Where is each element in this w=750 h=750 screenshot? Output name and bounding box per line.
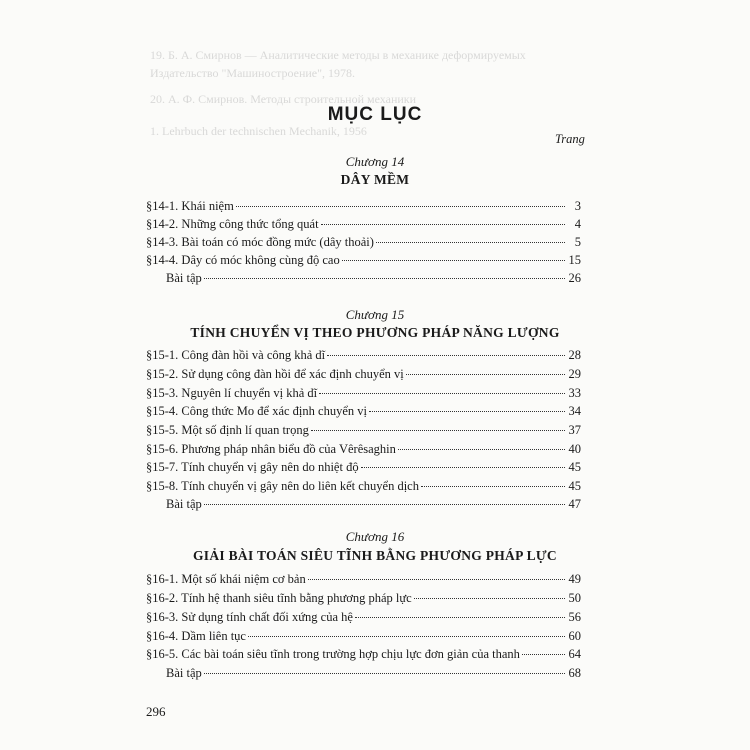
page-column-label: Trang [555, 132, 585, 146]
dot-leader [204, 673, 565, 674]
toc-entry-label: §15-8. Tính chuyển vị gây nên do liên kết chuyển dịch [146, 479, 419, 493]
dot-leader [248, 636, 565, 637]
dot-leader [376, 242, 565, 243]
toc-entry-page: 26 [568, 271, 581, 285]
dot-leader [327, 355, 565, 356]
toc-entry[interactable] [146, 460, 581, 476]
dot-leader [421, 486, 565, 487]
dot-leader [204, 504, 565, 505]
toc-entry-label: Bài tập [166, 271, 202, 285]
toc-entry-label: §16-3. Sử dụng tính chất đối xứng của hệ [146, 610, 353, 624]
chapter-number: Chương 15 [345, 307, 405, 322]
toc-entry-label: §14-1. Khái niệm [146, 199, 234, 213]
toc-entry-label: §15-5. Một số định lí quan trọng [146, 423, 309, 437]
toc-entry-page: 45 [568, 479, 581, 493]
toc-entry-page: 68 [568, 666, 581, 680]
toc-entry[interactable] [146, 572, 581, 588]
toc-entry-label: §14-2. Những công thức tổng quát [146, 217, 319, 231]
toc-entry-label: Bài tập [166, 497, 202, 511]
toc-entry[interactable] [146, 647, 581, 663]
dot-leader [342, 260, 565, 261]
dot-leader [321, 224, 565, 225]
toc-entry[interactable] [146, 367, 581, 383]
chapter-title: TÍNH CHUYỂN VỊ THEO PHƯƠNG PHÁP NĂNG LƯỢNG [190, 325, 560, 340]
toc-entry-page: 33 [568, 386, 581, 400]
dot-leader [319, 393, 565, 394]
toc-entry[interactable] [146, 404, 581, 420]
toc-entry-page: 4 [574, 217, 581, 231]
chapter-title: DÂY MỀM [340, 172, 410, 187]
toc-entry-label: §14-4. Dây có móc không cùng độ cao [146, 253, 340, 267]
toc-entry[interactable] [146, 253, 581, 269]
dot-leader [361, 467, 565, 468]
toc-entry-label: §15-4. Công thức Mo để xác định chuyển vị [146, 404, 367, 418]
page-number: 296 [146, 704, 166, 719]
toc-entry-label: §15-7. Tính chuyển vị gây nên do nhiệt độ [146, 460, 359, 474]
toc-entry-page: 29 [568, 367, 581, 381]
toc-entry[interactable] [146, 199, 581, 215]
toc-entry[interactable] [146, 423, 581, 439]
toc-entry-label: §16-5. Các bài toán siêu tĩnh trong trường hợp chịu lực đơn giản của thanh [146, 647, 520, 661]
dot-leader [204, 278, 565, 279]
chapter-title: GIẢI BÀI TOÁN SIÊU TĨNH BẰNG PHƯƠNG PHÁP LỰC [192, 548, 557, 563]
bleed-through-text: 19. Б. А. Смирнов — Аналитические методы в механике деформируемых [150, 48, 526, 62]
toc-entry[interactable] [146, 610, 581, 626]
toc-entry-label: §15-6. Phương pháp nhân biểu đồ của Vêrêsaghin [146, 442, 396, 456]
dot-leader [414, 598, 565, 599]
toc-entry-page: 5 [574, 235, 581, 249]
toc-entry-page: 49 [568, 572, 581, 586]
chapter-number: Chương 16 [345, 529, 405, 544]
toc-entry-page: 34 [568, 404, 581, 418]
dot-leader [308, 579, 565, 580]
bleed-through-text: 1. Lehrbuch der technischen Mechanik, 1956 [150, 124, 367, 138]
toc-entry-label: §15-1. Công đàn hồi và công khả dĩ [146, 348, 326, 362]
toc-entry[interactable] [146, 235, 581, 251]
toc-entry-label: §14-3. Bài toán có móc đồng mức (dây thoải) [146, 235, 374, 249]
toc-entry-page: 60 [568, 629, 581, 643]
dot-leader [236, 206, 565, 207]
toc-entry[interactable] [146, 348, 581, 364]
toc-entry-page: 3 [574, 199, 581, 213]
bleed-through-text: Издательство "Машиностроение", 1978. [150, 66, 356, 80]
dot-leader [369, 411, 565, 412]
toc-entry-label: §16-4. Dầm liên tục [146, 629, 246, 643]
toc-entry-label: §15-2. Sử dụng công đàn hồi để xác định chuyển vị [146, 367, 404, 381]
toc-entry-page: 45 [568, 460, 581, 474]
toc-entry-page: 50 [568, 591, 581, 605]
toc-entry-label: §16-2. Tính hệ thanh siêu tĩnh bằng phương pháp lực [146, 591, 412, 605]
toc-entry-label: §15-3. Nguyên lí chuyển vị khả dĩ [146, 386, 318, 400]
dot-leader [398, 449, 565, 450]
dot-leader [522, 654, 565, 655]
bleed-through-text: 20. А. Ф. Смирнов. Методы строительной механики [150, 92, 417, 106]
toc-entry-page: 47 [568, 497, 581, 511]
toc-entry-page: 15 [568, 253, 581, 267]
toc-entry[interactable] [146, 591, 581, 607]
toc-entry[interactable] [166, 666, 581, 682]
toc-entry[interactable] [166, 271, 581, 287]
dot-leader [311, 430, 565, 431]
toc-entry[interactable] [166, 497, 581, 513]
toc-entry-label: Bài tập [166, 666, 202, 680]
toc-entry-page: 37 [568, 423, 581, 437]
toc-entry-label: §16-1. Một số khái niệm cơ bản [146, 572, 306, 586]
toc-entry-page: 56 [568, 610, 581, 624]
toc-entry-page: 40 [568, 442, 581, 456]
toc-entry-page: 28 [568, 348, 581, 362]
dot-leader [355, 617, 565, 618]
chapter-number: Chương 14 [345, 154, 405, 169]
dot-leader [406, 374, 565, 375]
toc-entry[interactable] [146, 629, 581, 645]
toc-entry[interactable] [146, 442, 581, 458]
toc-entry-page: 64 [568, 647, 581, 661]
toc-entry[interactable] [146, 479, 581, 495]
toc-entry[interactable] [146, 386, 581, 402]
toc-entry[interactable] [146, 217, 581, 233]
page-title: MỤC LỤC [327, 104, 423, 125]
